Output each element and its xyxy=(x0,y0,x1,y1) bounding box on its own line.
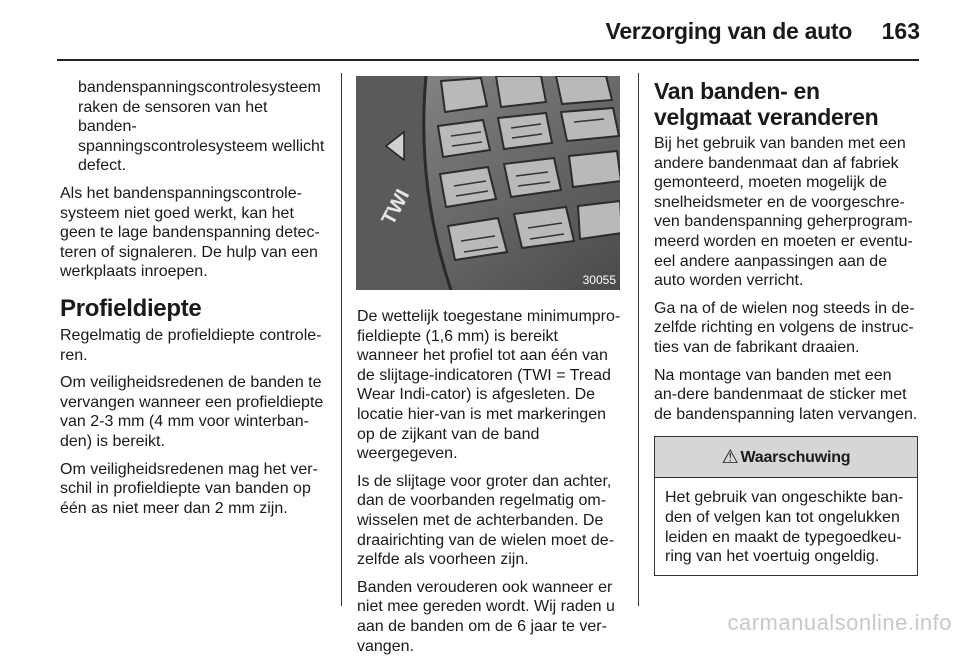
warning-box xyxy=(654,436,918,575)
warning-body: Het gebruik van ongeschikte ban-den of velgen kan tot ongelukken leiden en maakt de typegoedkeu-ring van het voertuig ongeldig. xyxy=(665,489,904,566)
warning-title: Waarschuwing xyxy=(740,448,851,466)
page-number: 163 xyxy=(881,18,920,44)
paragraph: Om veiligheidsredenen de banden te vervangen wanneer een profieldiepte van 2-3 mm (4 mm voor winterban-den) is bereikt. xyxy=(60,374,324,450)
paragraph: Ga na of de wielen nog steeds in de-zelfde richting en volgens de instruc-ties van de fabrikant draaien. xyxy=(654,299,915,356)
continued-paragraph: bandenspanningscontrolesysteem raken de sensoren van het banden-spanningscontrolesysteem wellicht defect. xyxy=(78,79,325,175)
paragraph: Is de slijtage voor groter dan achter, dan de voorbanden regelmatig om-wisselen met de achterbanden. De draairichting van de wielen moet de-zelfde als voorheen zijn. xyxy=(357,472,615,569)
paragraph: Bij het gebruik van banden met een andere bandenmaat dan af fabriek gemonteerd, moeten mogelijk de snelheidsmeter en de voorgeschre-ven bandenspanning geherprogram-meerd worden en moeten er eventu-eel andere aanpassingen aan de auto worden verricht. xyxy=(654,135,913,290)
section-heading-profieldiepte: Profieldiepte xyxy=(60,294,202,322)
column-divider-2 xyxy=(638,73,639,606)
paragraph: De wettelijk toegestane minimumpro-fieldiepte (1,6 mm) is bereikt wanneer het profiel tot aan één van de slijtage-indicatoren (TWI = Tread Wear Indi-cator) is afgesleten. De locatie hier-van is met markeringen op de zijkant van de band weergegeven. xyxy=(357,308,621,463)
paragraph: Als het bandenspanningscontrole-systeem niet goed werkt, kan het geen te lage bandenspanning detec-teren of signaleren. De hulp van een werkplaats inroepen. xyxy=(60,184,320,281)
right-column xyxy=(654,68,918,576)
section-heading-banden-velgmaat: Van banden- en velgmaat veranderen xyxy=(654,78,879,130)
image-code: 30055 xyxy=(582,273,616,287)
header-divider xyxy=(57,59,919,61)
paragraph: Na montage van banden met een an-dere bandenmaat de sticker met de bandenspanning laten vervangen. xyxy=(654,366,918,423)
warning-header xyxy=(655,437,917,478)
middle-column xyxy=(357,307,623,664)
watermark: carmanualsonline.info xyxy=(727,610,952,635)
tire-tread-image xyxy=(356,76,620,290)
warning-triangle-icon: ⚠ xyxy=(721,446,739,468)
paragraph: Om veiligheidsredenen mag het ver-schil in profieldiepte van banden op één as niet meer dan 2 mm zijn. xyxy=(60,460,318,517)
paragraph: Regelmatig de profieldiepte controle-ren. xyxy=(60,326,322,364)
column-divider-1 xyxy=(341,73,342,606)
paragraph: Banden verouderen ook wanneer er niet mee gereden wordt. Wij raden u aan de banden om de 6 jaar te ver-vangen. xyxy=(357,578,615,655)
tire-tread-illustration xyxy=(356,76,620,290)
left-column xyxy=(60,78,326,526)
twi-label: TWI xyxy=(377,185,415,229)
chapter-title: Verzorging van de auto xyxy=(605,18,852,44)
page-header xyxy=(0,0,960,60)
